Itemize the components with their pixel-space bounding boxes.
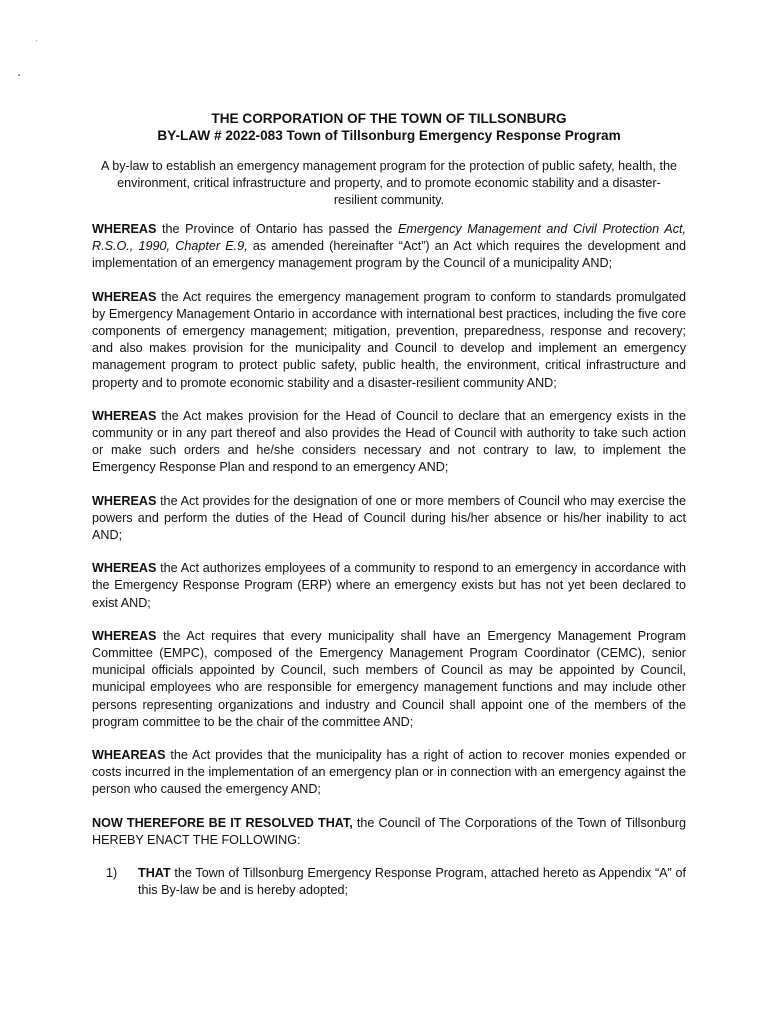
clause-keyword: WHEREAS: [92, 408, 157, 423]
corporation-heading: THE CORPORATION OF THE TOWN OF TILLSONBURG: [211, 111, 567, 126]
clause-keyword: WHEREAS: [92, 493, 157, 508]
clause-text: the Act provides for the designation of one or more members of Council who may exercise the powers and perform the duties of the Head of Council during his/her absence or his/her inability to act AND;: [92, 493, 686, 543]
document-title: [92, 110, 686, 144]
whereas-clause-1: [92, 221, 686, 273]
bylaw-heading: BY-LAW # 2022-083 Town of Tillsonburg Emergency Response Program: [157, 128, 621, 143]
clause-text: as amended (hereinafter “Act”) an Act which requires the development and implementation of an emergency management program by the Council of a municipality AND;: [92, 239, 686, 271]
act-citation: Emergency Management and Civil Protection Act, R.S.O., 1990, Chapter E.9,: [92, 222, 686, 254]
clause-text: the Act requires the emergency management program to conform to standards promulgated by Emergency Management Ontario in accordance with international best practices, including the five core components of emergency management; mitigation, prevention, preparedness, response and recovery; and also makes provision for the municipality and Council to develop and implement an emergency management program to protect public safety, public health, the environment, critical infrastructure and property and to promote economic stability and a disaster-resilient community AND;: [92, 289, 686, 390]
whereas-clause-6: [92, 628, 686, 731]
clause-text: the Province of Ontario has passed the: [156, 222, 398, 236]
document-page: [92, 110, 686, 900]
purpose-statement: A by-law to establish an emergency management program for the protection of public safety, health, the environment, critical infrastructure and property, and to promote economic stability and a disaster-resilient community.: [101, 159, 677, 207]
whereas-clause-7: [92, 747, 686, 799]
resolution-keyword: NOW THEREFORE BE IT RESOLVED THAT,: [92, 815, 353, 830]
clause-keyword: WHEAREAS: [92, 748, 166, 763]
clause-keyword: WHEREAS: [92, 561, 157, 576]
enactment-item-1: [106, 865, 686, 899]
scan-speck: [18, 74, 20, 76]
item-body: the Town of Tillsonburg Emergency Response Program, attached hereto as Appendix “A” of this By-law be and is hereby adopted;: [138, 866, 686, 898]
item-text: [138, 865, 686, 899]
clause-keyword: WHEREAS: [92, 222, 157, 236]
whereas-clause-4: [92, 493, 686, 545]
clause-text: the Act makes provision for the Head of Council to declare that an emergency exists in the community or in any part thereof and also provides the Head of Council with authority to take such action or make such orders and he/she considers necessary and not contrary to law, to implement the Emergency Response Plan and respond to an emergency AND;: [92, 408, 686, 475]
whereas-clause-5: [92, 560, 686, 612]
clause-keyword: WHEREAS: [92, 289, 157, 304]
whereas-clause-2: [92, 289, 686, 392]
clause-keyword: WHEREAS: [92, 628, 157, 643]
clause-text: the Act provides that the municipality has a right of action to recover monies expended or costs incurred in the implementation of an emergency plan or in connection with an emergency against the person who caused the emergency AND;: [92, 748, 686, 797]
scan-speck: [36, 40, 37, 41]
resolution-text: the Council of The Corporations of the Town of Tillsonburg HEREBY ENACT THE FOLLOWING:: [92, 815, 686, 847]
item-keyword: THAT: [138, 866, 171, 881]
resolution-clause: [92, 815, 686, 849]
item-number: 1): [106, 866, 118, 881]
clause-text: the Act requires that every municipality shall have an Emergency Management Program Committee (EMPC), composed of the Emergency Management Program Coordinator (CEMC), senior municipal officials appointed by Council, such members of Council as may be appointed by Council, municipal employees who are responsible for emergency management functions and may include other persons representing organizations and industry and Council shall appoint one of the members of the program committee to be the chair of the committee AND;: [92, 628, 686, 729]
clause-text: the Act authorizes employees of a community to respond to an emergency in accordance with the Emergency Response Program (ERP) where an emergency exists but has not yet been declared to exist AND;: [92, 561, 686, 610]
whereas-clause-3: [92, 408, 686, 477]
